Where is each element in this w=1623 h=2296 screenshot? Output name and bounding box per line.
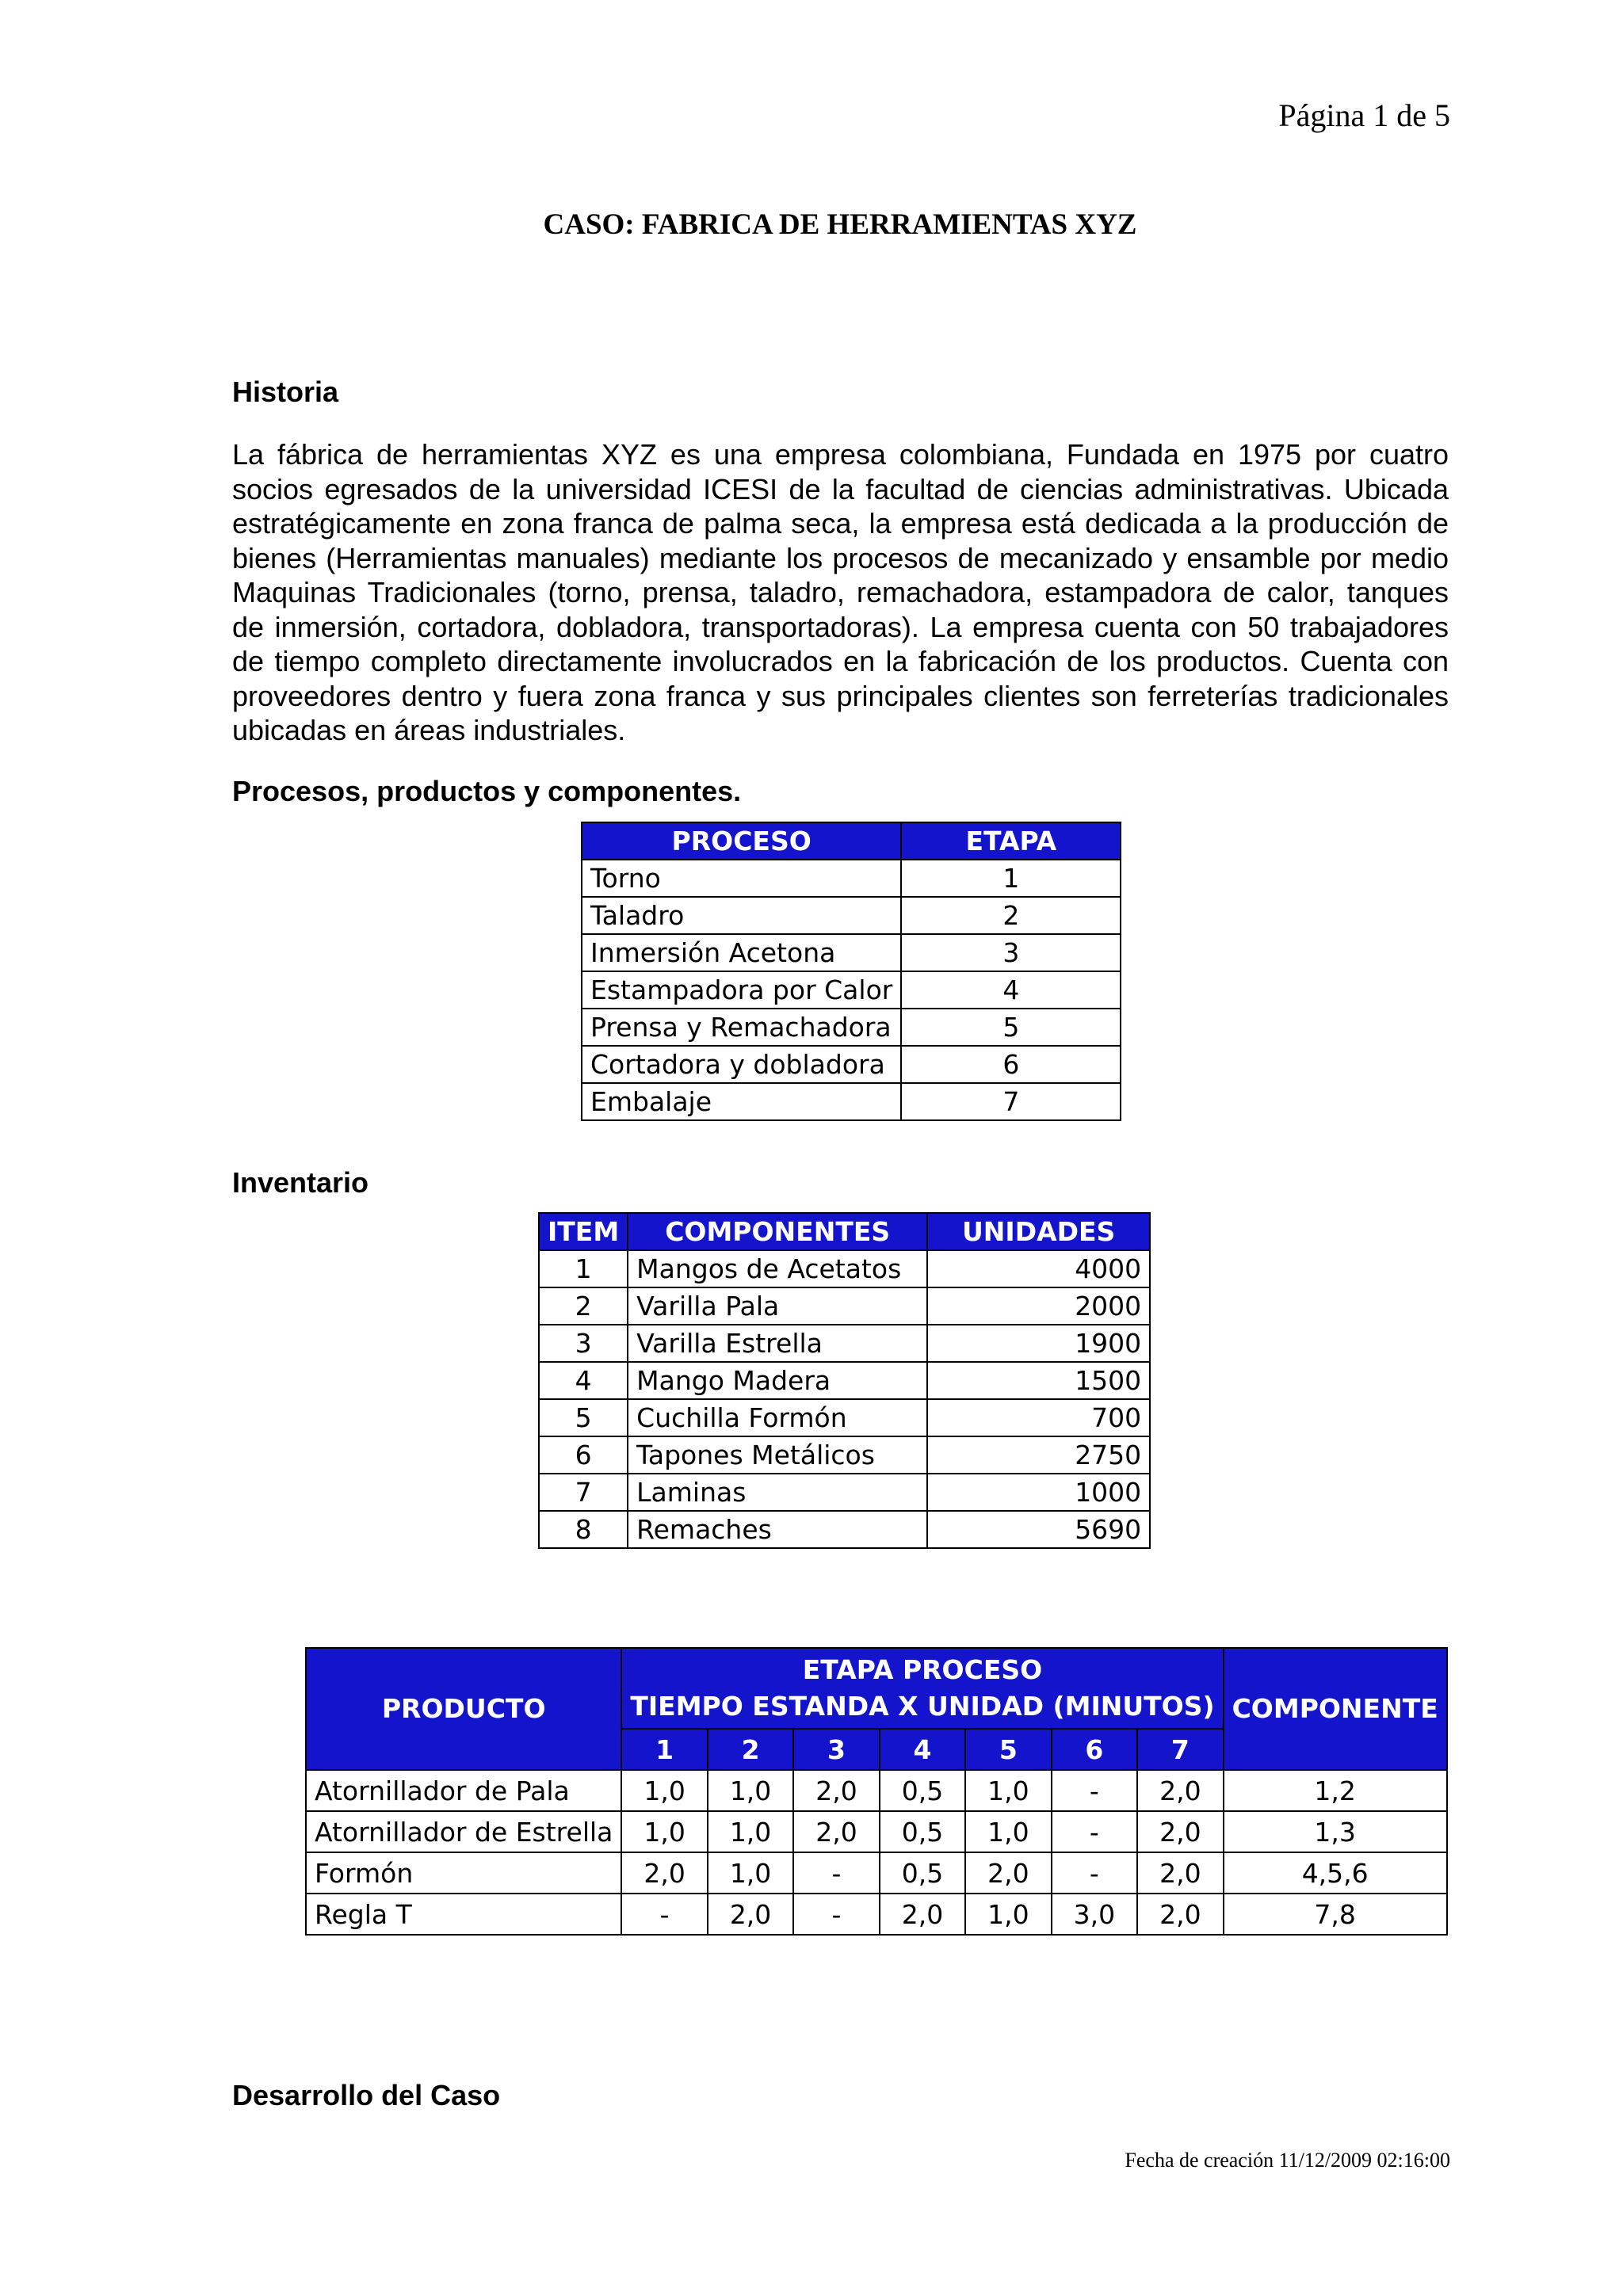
table-row bbox=[539, 1362, 1150, 1399]
etapa-cell: 1 bbox=[901, 860, 1121, 897]
table-row bbox=[539, 1325, 1150, 1362]
item-cell: 4 bbox=[539, 1362, 628, 1399]
unidades-cell: 1900 bbox=[927, 1325, 1150, 1362]
componente-cell: 1,3 bbox=[1224, 1811, 1447, 1852]
heading-inventario: Inventario bbox=[232, 1166, 369, 1199]
table-row bbox=[306, 1894, 1447, 1935]
table-row bbox=[582, 860, 1121, 897]
stage-cell: 2,0 bbox=[1137, 1852, 1223, 1894]
header-componentes: COMPONENTES bbox=[628, 1213, 927, 1250]
header-etapa: ETAPA bbox=[901, 822, 1121, 860]
unidades-cell: 700 bbox=[927, 1399, 1150, 1436]
inventario-table bbox=[538, 1212, 1151, 1549]
componente-cell: Varilla Pala bbox=[628, 1287, 927, 1325]
stage-cell: 1,0 bbox=[965, 1894, 1051, 1935]
stage-cell: - bbox=[793, 1852, 879, 1894]
componente-cell: 7,8 bbox=[1224, 1894, 1447, 1935]
componente-cell: 1,2 bbox=[1224, 1770, 1447, 1811]
header-stage-4: 4 bbox=[880, 1729, 965, 1770]
header-etapa-proceso bbox=[621, 1648, 1223, 1729]
document-title: CASO: FABRICA DE HERRAMIENTAS XYZ bbox=[543, 208, 1137, 241]
stage-cell: 2,0 bbox=[708, 1894, 793, 1935]
componente-cell: Tapones Metálicos bbox=[628, 1436, 927, 1474]
unidades-cell: 5690 bbox=[927, 1511, 1150, 1548]
item-cell: 3 bbox=[539, 1325, 628, 1362]
componente-cell: Varilla Estrella bbox=[628, 1325, 927, 1362]
stage-cell: 1,0 bbox=[708, 1852, 793, 1894]
producto-cell: Atornillador de Pala bbox=[306, 1770, 621, 1811]
header-etapa-line2: TIEMPO ESTANDA X UNIDAD (MINUTOS) bbox=[630, 1691, 1215, 1722]
stage-cell: 2,0 bbox=[1137, 1770, 1223, 1811]
etapa-cell: 2 bbox=[901, 897, 1121, 934]
stage-cell: 2,0 bbox=[1137, 1894, 1223, 1935]
stage-cell: 1,0 bbox=[965, 1770, 1051, 1811]
stage-cell: - bbox=[793, 1894, 879, 1935]
header-stage-6: 6 bbox=[1052, 1729, 1137, 1770]
componente-cell: Remaches bbox=[628, 1511, 927, 1548]
proceso-cell: Inmersión Acetona bbox=[582, 934, 901, 971]
table-row bbox=[582, 897, 1121, 934]
stage-cell: 3,0 bbox=[1052, 1894, 1137, 1935]
item-cell: 5 bbox=[539, 1399, 628, 1436]
stage-cell: 2,0 bbox=[880, 1894, 965, 1935]
etapa-cell: 7 bbox=[901, 1083, 1121, 1120]
table-row bbox=[582, 1083, 1121, 1120]
etapa-cell: 4 bbox=[901, 971, 1121, 1009]
table-row bbox=[539, 1250, 1150, 1287]
stage-cell: - bbox=[1052, 1770, 1137, 1811]
stage-cell: 2,0 bbox=[793, 1770, 879, 1811]
producto-table bbox=[305, 1647, 1448, 1936]
producto-cell: Regla T bbox=[306, 1894, 621, 1935]
stage-cell: - bbox=[1052, 1811, 1137, 1852]
procesos-table bbox=[581, 822, 1121, 1121]
stage-cell: 1,0 bbox=[708, 1811, 793, 1852]
table-row bbox=[306, 1852, 1447, 1894]
table-row bbox=[582, 971, 1121, 1009]
table-row bbox=[539, 1511, 1150, 1548]
item-cell: 7 bbox=[539, 1474, 628, 1511]
unidades-cell: 4000 bbox=[927, 1250, 1150, 1287]
componente-cell: Mangos de Acetatos bbox=[628, 1250, 927, 1287]
header-unidades: UNIDADES bbox=[927, 1213, 1150, 1250]
header-stage-3: 3 bbox=[793, 1729, 879, 1770]
etapa-cell: 5 bbox=[901, 1009, 1121, 1046]
table-row bbox=[539, 1436, 1150, 1474]
producto-cell: Atornillador de Estrella bbox=[306, 1811, 621, 1852]
header-etapa-line1: ETAPA PROCESO bbox=[802, 1654, 1043, 1685]
unidades-cell: 2000 bbox=[927, 1287, 1150, 1325]
unidades-cell: 1000 bbox=[927, 1474, 1150, 1511]
table-row bbox=[306, 1770, 1447, 1811]
heading-desarrollo: Desarrollo del Caso bbox=[232, 2079, 501, 2111]
page-number: Página 1 de 5 bbox=[1278, 97, 1450, 133]
table-row bbox=[582, 1046, 1121, 1083]
producto-cell: Formón bbox=[306, 1852, 621, 1894]
unidades-cell: 1500 bbox=[927, 1362, 1150, 1399]
header-stage-1: 1 bbox=[621, 1729, 707, 1770]
proceso-cell: Prensa y Remachadora bbox=[582, 1009, 901, 1046]
item-cell: 1 bbox=[539, 1250, 628, 1287]
header-item: ITEM bbox=[539, 1213, 628, 1250]
table-row bbox=[539, 1474, 1150, 1511]
table-row bbox=[539, 1287, 1150, 1325]
heading-procesos: Procesos, productos y componentes. bbox=[232, 775, 742, 807]
componente-cell: Mango Madera bbox=[628, 1362, 927, 1399]
historia-paragraph: La fábrica de herramientas XYZ es una empresa colombiana, Fundada en 1975 por cuatro socios egresados de la universidad ICESI de la facultad de ciencias administrativas. Ubicada estratégicamente en zona franca de palma seca, la empresa está dedicada a la producción de bienes (Herramientas manuales) mediante los procesos de mecanizado y ensamble por medio Maquinas Tradicionales (torno, prensa, taladro, remachadora, estampadora de calor, tanques de inmersión, cortadora, dobladora, transportadoras). La empresa cuenta con 50 trabajadores de tiempo completo directamente involucrados en la fabricación de los productos. Cuenta con proveedores dentro y fuera zona franca y sus principales clientes son ferreterías tradicionales ubicadas en áreas industriales. bbox=[232, 438, 1449, 746]
proceso-cell: Torno bbox=[582, 860, 901, 897]
stage-cell: 1,0 bbox=[708, 1770, 793, 1811]
heading-historia: Historia bbox=[232, 376, 339, 408]
table-row bbox=[306, 1811, 1447, 1852]
item-cell: 8 bbox=[539, 1511, 628, 1548]
stage-cell: 2,0 bbox=[1137, 1811, 1223, 1852]
stage-cell: 1,0 bbox=[621, 1770, 707, 1811]
componente-cell: 4,5,6 bbox=[1224, 1852, 1447, 1894]
proceso-cell: Estampadora por Calor bbox=[582, 971, 901, 1009]
table-row bbox=[582, 934, 1121, 971]
stage-cell: - bbox=[621, 1894, 707, 1935]
table-row bbox=[582, 1009, 1121, 1046]
componente-cell: Laminas bbox=[628, 1474, 927, 1511]
stage-cell: - bbox=[1052, 1852, 1137, 1894]
proceso-cell: Embalaje bbox=[582, 1083, 901, 1120]
stage-cell: 0,5 bbox=[880, 1770, 965, 1811]
header-proceso: PROCESO bbox=[582, 822, 901, 860]
item-cell: 6 bbox=[539, 1436, 628, 1474]
stage-cell: 0,5 bbox=[880, 1852, 965, 1894]
componente-cell: Cuchilla Formón bbox=[628, 1399, 927, 1436]
item-cell: 2 bbox=[539, 1287, 628, 1325]
creation-date: Fecha de creación 11/12/2009 02:16:00 bbox=[1125, 2149, 1450, 2172]
stage-cell: 1,0 bbox=[621, 1811, 707, 1852]
table-row bbox=[539, 1399, 1150, 1436]
header-componente: COMPONENTE bbox=[1224, 1648, 1447, 1770]
unidades-cell: 2750 bbox=[927, 1436, 1150, 1474]
header-stage-5: 5 bbox=[965, 1729, 1051, 1770]
header-producto: PRODUCTO bbox=[306, 1648, 621, 1770]
header-stage-7: 7 bbox=[1137, 1729, 1223, 1770]
stage-cell: 0,5 bbox=[880, 1811, 965, 1852]
stage-cell: 2,0 bbox=[965, 1852, 1051, 1894]
proceso-cell: Cortadora y dobladora bbox=[582, 1046, 901, 1083]
etapa-cell: 6 bbox=[901, 1046, 1121, 1083]
stage-cell: 1,0 bbox=[965, 1811, 1051, 1852]
header-stage-2: 2 bbox=[708, 1729, 793, 1770]
stage-cell: 2,0 bbox=[621, 1852, 707, 1894]
stage-cell: 2,0 bbox=[793, 1811, 879, 1852]
proceso-cell: Taladro bbox=[582, 897, 901, 934]
etapa-cell: 3 bbox=[901, 934, 1121, 971]
